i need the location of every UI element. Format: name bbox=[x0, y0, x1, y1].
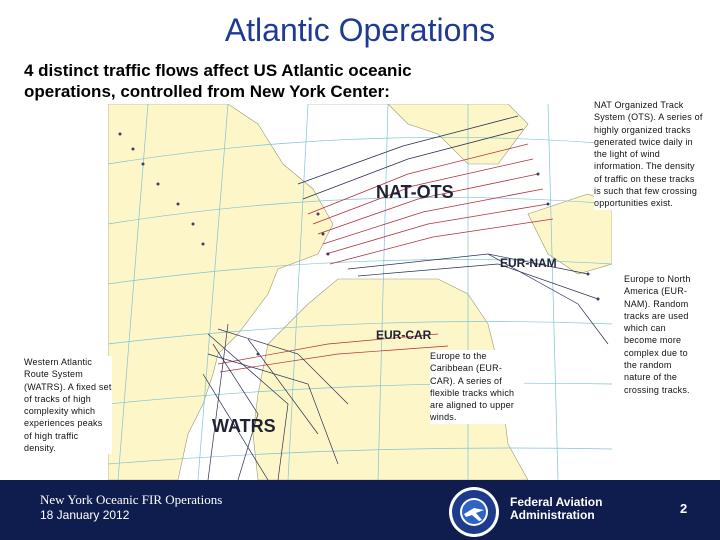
eur-nam-description: Europe to North America (EUR-NAM). Random tracks are used which can become more complex due to the random nature of the crossing tracks. bbox=[624, 273, 696, 396]
agency-name: Federal Aviation Administration bbox=[510, 495, 603, 522]
watrs-label: WATRS bbox=[212, 416, 276, 436]
slide-subtitle: 4 distinct traffic flows affect US Atlantic oceanic operations, controlled from New York Center: bbox=[24, 61, 412, 101]
nat-ots-label: NAT-OTS bbox=[376, 182, 454, 202]
eur-nam-label: EUR-NAM bbox=[500, 256, 557, 270]
faa-seal-icon bbox=[448, 486, 500, 538]
nat-ots-description: NAT Organized Track System (OTS). A series of highly organized tracks generated twice daily in the light of wind information. The density of traffic on these tracks is such that few crossing opportunities exist. bbox=[594, 100, 703, 209]
land-masses bbox=[108, 104, 612, 480]
presentation-title: New York Oceanic FIR Operations bbox=[40, 492, 223, 507]
slide-title: Atlantic Operations bbox=[224, 12, 496, 48]
watrs-description: Western Atlantic Route System (WATRS). A fixed set of tracks of high complexity which experiences peaks of high traffic density. bbox=[24, 357, 112, 454]
footer-bar bbox=[0, 480, 720, 540]
atlantic-map bbox=[108, 104, 612, 480]
presentation-date: 18 January 2012 bbox=[40, 508, 130, 522]
eur-car-description: Europe to the Caribbean (EUR-CAR). A series of flexible tracks which are aligned to upper winds. bbox=[430, 350, 524, 424]
eur-car-label: EUR-CAR bbox=[376, 328, 432, 342]
nat-ots-tracks bbox=[308, 144, 553, 264]
page-number: 2 bbox=[680, 501, 688, 516]
